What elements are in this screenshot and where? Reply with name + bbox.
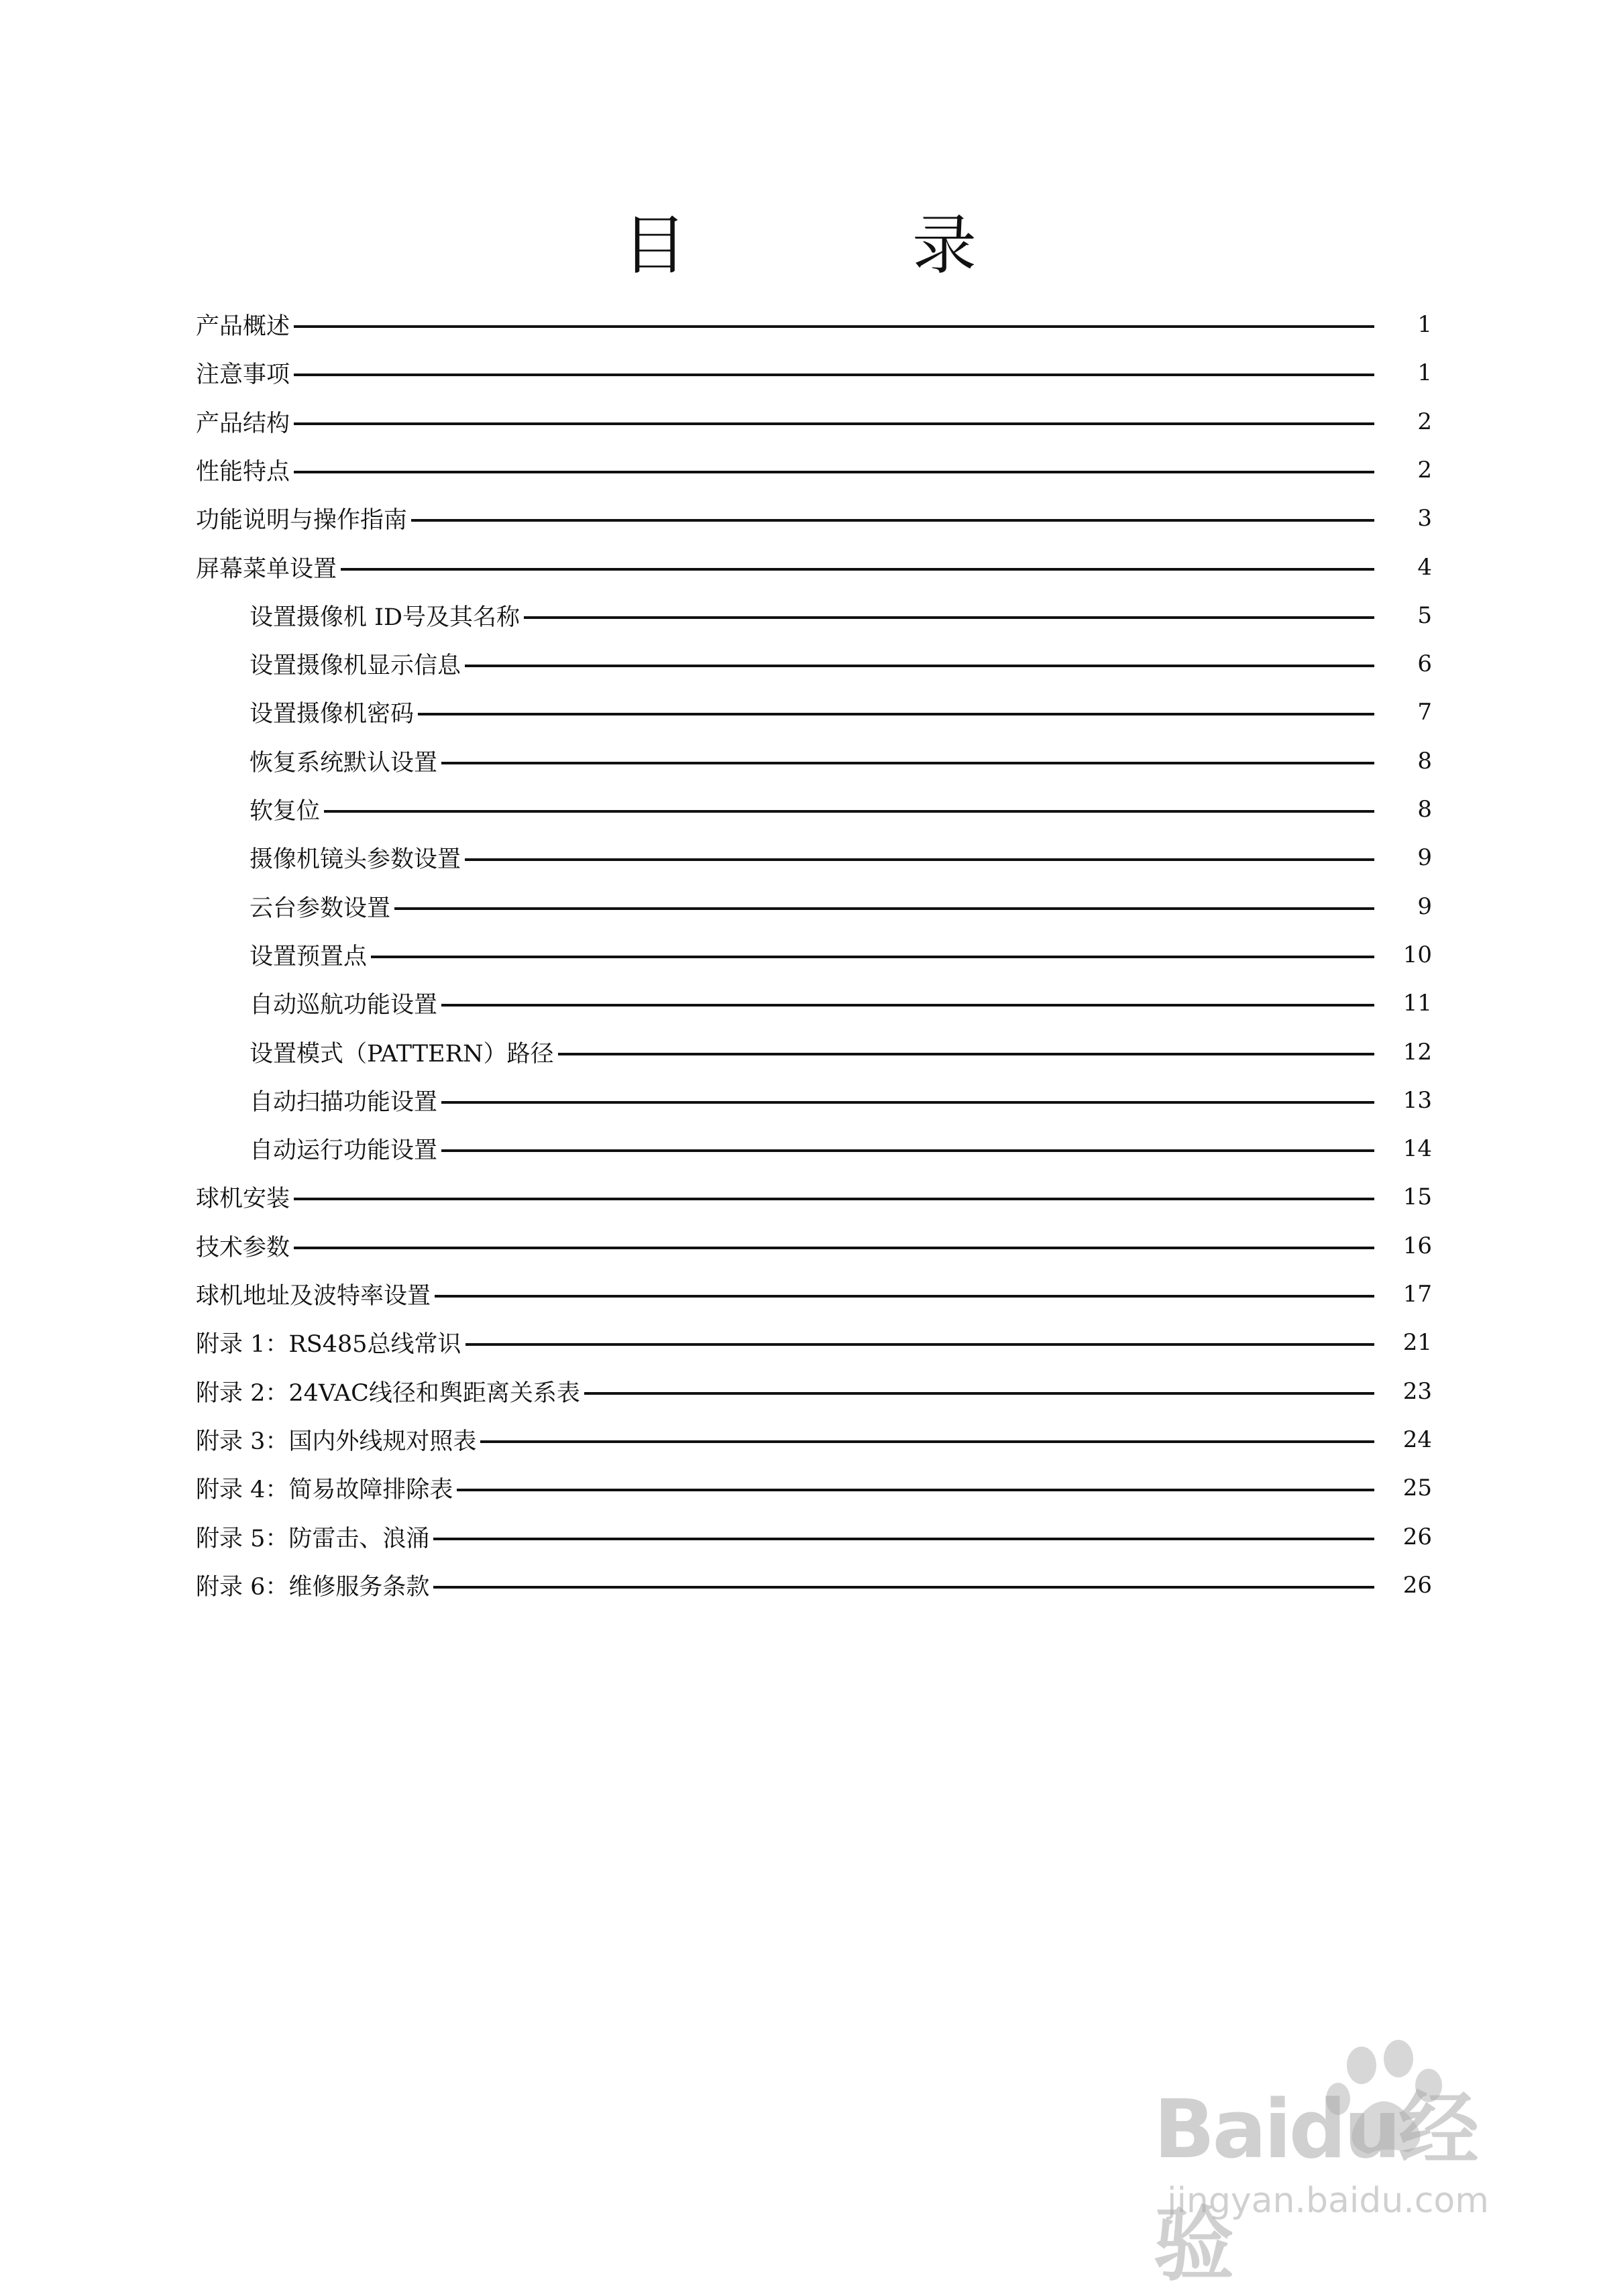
toc-entry-title: 附录 6：维修服务条款 (196, 1574, 430, 1601)
toc-entry-title: 产品概述 (196, 313, 290, 340)
toc-page-number: 13 (1402, 1087, 1432, 1114)
toc-leader-line (457, 1489, 1374, 1491)
toc-subentry[interactable] (250, 697, 1432, 727)
toc-leader-line (433, 1586, 1374, 1589)
toc-entry[interactable] (196, 358, 1432, 388)
toc-entry-title: 性能特点 (196, 459, 290, 485)
toc-subentry[interactable] (250, 1086, 1432, 1115)
toc-page-number: 5 (1417, 602, 1432, 629)
toc-page-number: 4 (1417, 554, 1432, 581)
toc-entry[interactable] (196, 1182, 1432, 1212)
toc-entry-title: 附录 3：国内外线规对照表 (196, 1428, 477, 1455)
toc-page-number: 11 (1402, 990, 1432, 1017)
toc-leader-line (441, 762, 1374, 764)
baidu-jingyan-watermark (1140, 2039, 1516, 2292)
toc-page-number: 2 (1417, 457, 1432, 483)
toc-page-number: 6 (1417, 650, 1432, 677)
toc-leader-line (441, 1004, 1374, 1007)
toc-entry-title: 附录 2：24VAC线径和舆距离关系表 (196, 1380, 580, 1407)
toc-page-number: 17 (1402, 1281, 1432, 1308)
toc-leader-line (480, 1440, 1374, 1443)
toc-entry-title: 产品结构 (196, 410, 290, 437)
toc-entry-title: 球机地址及波特率设置 (196, 1283, 431, 1310)
toc-subentry[interactable] (250, 892, 1432, 921)
toc-entry-title: 球机安装 (196, 1186, 290, 1212)
toc-entry-title: 软复位 (250, 798, 321, 825)
toc-entry[interactable] (196, 1425, 1432, 1454)
toc-page-number: 9 (1417, 844, 1432, 871)
toc-leader-line (294, 471, 1374, 473)
toc-leader-line (371, 956, 1374, 958)
toc-subentry[interactable] (250, 649, 1432, 679)
toc-page-number: 7 (1417, 699, 1432, 726)
toc-entry[interactable] (196, 455, 1432, 485)
toc-page-number: 21 (1402, 1329, 1432, 1356)
toc-entry-title: 附录 1：RS485总线常识 (196, 1331, 461, 1358)
toc-leader-line (294, 374, 1374, 376)
toc-entry[interactable] (196, 1231, 1432, 1261)
toc-leader-line (465, 858, 1374, 861)
toc-entry-title: 附录 4：简易故障排除表 (196, 1477, 453, 1503)
toc-subentry[interactable] (250, 1037, 1432, 1067)
toc-page-number: 1 (1417, 359, 1432, 386)
toc-leader-line (558, 1053, 1374, 1055)
toc-entry-title: 设置模式（PATTERN）路径 (250, 1041, 554, 1068)
toc-entry-title: 设置摄像机显示信息 (250, 652, 461, 679)
toc-leader-line (341, 568, 1374, 571)
watermark-url: jingyan.baidu.com (1167, 2181, 1489, 2221)
toc-entry-title: 设置摄像机密码 (250, 701, 415, 728)
watermark-logo-text: Baidu经验 (1154, 2083, 1476, 2292)
toc-entry-title: 功能说明与操作指南 (196, 507, 408, 534)
toc-page-number: 25 (1402, 1475, 1432, 1501)
toc-entry-title: 技术参数 (196, 1235, 290, 1261)
toc-entry-title: 设置摄像机 ID号及其名称 (250, 604, 520, 631)
toc-entry-title: 云台参数设置 (250, 895, 391, 922)
toc-entry[interactable] (196, 1473, 1432, 1503)
toc-entry[interactable] (196, 1328, 1432, 1357)
toc-entry-title: 屏幕菜单设置 (196, 556, 337, 583)
toc-subentry[interactable] (250, 601, 1432, 630)
toc-page-number: 2 (1417, 408, 1432, 435)
toc-page-number: 23 (1402, 1378, 1432, 1405)
toc-leader-line (433, 1538, 1374, 1540)
toc-leader-line (294, 1247, 1374, 1249)
toc-page-number: 3 (1417, 505, 1432, 532)
toc-leader-line (441, 1149, 1374, 1152)
toc-entry[interactable] (196, 1570, 1432, 1600)
toc-page-number: 14 (1402, 1135, 1432, 1162)
toc-leader-line (418, 713, 1374, 715)
toc-subentry[interactable] (250, 940, 1432, 970)
toc-leader-line (324, 810, 1374, 813)
toc-subentry[interactable] (250, 988, 1432, 1018)
toc-page-number: 8 (1417, 796, 1432, 823)
toc-page-number: 1 (1417, 311, 1432, 338)
toc-page-number: 26 (1402, 1524, 1432, 1550)
toc-subentry[interactable] (250, 1134, 1432, 1163)
toc-entry-title: 设置预置点 (250, 943, 368, 970)
toc-leader-line (294, 325, 1374, 328)
toc-leader-line (584, 1392, 1374, 1395)
toc-entry-title: 注意事项 (196, 361, 290, 388)
toc-page-number: 15 (1402, 1184, 1432, 1210)
toc-entry-title: 自动运行功能设置 (250, 1137, 438, 1164)
toc-page-number: 26 (1402, 1572, 1432, 1599)
toc-leader-line (435, 1295, 1374, 1298)
toc-page-number: 9 (1417, 893, 1432, 920)
toc-entry[interactable] (196, 1279, 1432, 1309)
toc-entry-title: 自动巡航功能设置 (250, 992, 438, 1019)
toc-entry[interactable] (196, 1522, 1432, 1552)
toc-leader-line (465, 665, 1374, 667)
toc-subentry[interactable] (250, 843, 1432, 872)
toc-entry-title: 恢复系统默认设置 (250, 750, 438, 777)
toc-leader-line (294, 422, 1374, 425)
toc-entry-title: 自动扫描功能设置 (250, 1089, 438, 1116)
toc-entry[interactable] (196, 1377, 1432, 1406)
toc-leader-line (294, 1198, 1374, 1200)
toc-leader-line (524, 616, 1374, 619)
page-title: 目 录 (622, 208, 1057, 283)
toc-entry-title: 附录 5：防雷击、浪涌 (196, 1526, 430, 1552)
toc-subentry[interactable] (250, 795, 1432, 824)
toc-entry[interactable] (196, 310, 1432, 339)
toc-leader-line (411, 519, 1374, 522)
toc-page-number: 8 (1417, 748, 1432, 774)
toc-entry[interactable] (196, 553, 1432, 582)
toc-leader-line (394, 907, 1374, 910)
toc-leader-line (465, 1343, 1374, 1346)
toc-page-number: 10 (1402, 941, 1432, 968)
toc-entry[interactable] (196, 407, 1432, 437)
toc-entry[interactable] (196, 504, 1432, 533)
toc-leader-line (441, 1101, 1374, 1104)
toc-subentry[interactable] (250, 746, 1432, 776)
toc-page-number: 24 (1402, 1426, 1432, 1453)
toc-page-number: 16 (1402, 1232, 1432, 1259)
toc-entry-title: 摄像机镜头参数设置 (250, 846, 461, 873)
toc-page-number: 12 (1402, 1039, 1432, 1066)
